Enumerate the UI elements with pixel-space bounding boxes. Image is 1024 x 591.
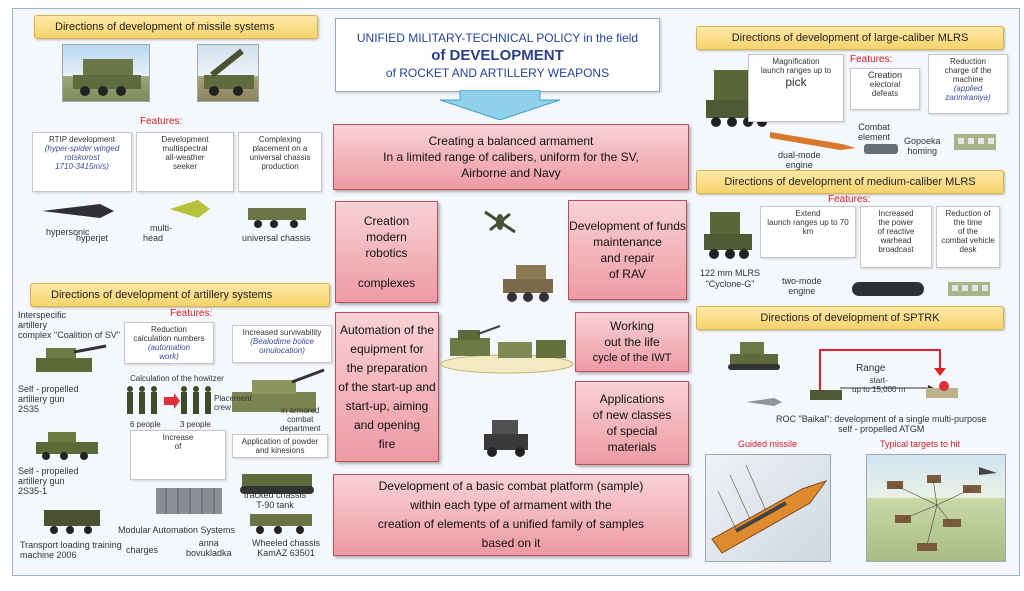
ammo-line: bovukladka (186, 548, 232, 558)
artillery-card-increase (130, 430, 226, 480)
ammo-label (186, 538, 232, 558)
hyperjet-label: hyperjet (76, 233, 109, 243)
sp-gun-line: Self - propelled (18, 466, 79, 476)
card-line: all-weather (165, 153, 205, 162)
card-line: Creation (867, 70, 903, 80)
head-label: head (143, 233, 164, 243)
placement-line: Placement (214, 394, 252, 403)
large-mlrs-section-title: Directions of development of large-caliber MLRS (696, 26, 1004, 50)
charges-label: charges (126, 545, 159, 555)
missile-features-label: Features: (140, 116, 183, 127)
life-cycle-line: cycle of the IWT (592, 352, 672, 364)
card-line: work) (159, 352, 179, 361)
atgm-missile-icon (744, 390, 784, 414)
gopoeka-label (904, 136, 941, 156)
artillery-card-powder (232, 434, 328, 458)
sp-gun-line: artillery gun (18, 476, 65, 486)
wheeled-line: KamAZ 63501 (257, 548, 315, 558)
roc-line: self - propelled ATGM (838, 424, 925, 434)
life-cycle-box (575, 312, 689, 372)
roc-baikal-label (776, 414, 987, 434)
medium-mlrs-features-label: Features: (828, 194, 871, 205)
typical-targets-label: Typical targets to hit (880, 439, 961, 449)
card-line: universal chassis (249, 153, 311, 162)
medium-rocket-icon (850, 276, 930, 302)
card-line: calculation numbers (133, 334, 205, 343)
artillery-features-label: Features: (170, 308, 213, 319)
card-line: Development (161, 135, 209, 144)
guided-missile-label: Guided missile (738, 439, 798, 449)
card-line: 1710-3415m/s) (55, 162, 109, 171)
platform-line: Development of a basic combat platform (sample) (378, 479, 644, 493)
title-line-3: of ROCKET AND ARTILLERY WEAPONS (385, 66, 610, 80)
engine-line: two-mode (782, 276, 822, 286)
card-line: multispectral (162, 144, 208, 153)
missile-card-chassis (238, 132, 322, 192)
card-line: rotskorost (64, 153, 100, 162)
card-line: charge of the (944, 66, 992, 75)
applications-line: Applications (599, 392, 665, 406)
funds-line: and repair (600, 251, 655, 265)
combat-line: Combat (858, 122, 890, 132)
card-line: defeats (871, 89, 899, 98)
medium-target-icon (944, 274, 994, 302)
platform-line: based on it (481, 536, 541, 550)
platform-line: within each type of armament with the (410, 498, 612, 512)
sp-gun-1-label (18, 384, 79, 414)
card-line: seeker (172, 162, 197, 171)
gopoeka-line: Gopoeka (904, 136, 941, 146)
card-line: Application of powder (241, 437, 319, 446)
tracked-line: tracked chassis (244, 490, 307, 500)
large-engine-label (778, 150, 821, 170)
typical-targets-image (866, 454, 1006, 562)
applications-line: of new classes (592, 408, 672, 422)
robot-vehicle-icon (478, 412, 534, 460)
targets-scene-icon (867, 455, 1007, 563)
modular-label: Modular Automation Systems (118, 525, 236, 535)
transport-loading-machine-icon (40, 500, 106, 536)
funds-box (568, 200, 687, 300)
balanced-line: Creating a balanced armament (428, 134, 594, 148)
placement-line: crew (214, 403, 231, 412)
platform-line: creation of elements of a unified family of samples (377, 517, 645, 531)
launcher-vehicle-icon (498, 255, 558, 305)
vehicle-group-icon (440, 322, 575, 374)
engine-line: engine (785, 160, 813, 170)
robotics-line: modern (366, 230, 407, 244)
card-line: Increase (162, 433, 194, 442)
title-line-2: of DEVELOPMENT (431, 47, 564, 64)
automation-line: equipment for (350, 341, 424, 356)
funds-line: of RAV (608, 267, 647, 281)
sp-gun-line: Self - propelled (18, 384, 79, 394)
sp-gun-2-icon (30, 426, 110, 462)
card-line: RTIP development (49, 135, 115, 144)
automation-line: start-up, aiming (345, 398, 429, 413)
applications-line: materials (607, 440, 657, 454)
card-line: production (261, 162, 299, 171)
card-line: of reactive (877, 227, 915, 236)
card-line: desk (959, 245, 977, 254)
large-mlrs-card-reduction (928, 54, 1008, 114)
large-mlrs-card-magnification (748, 54, 844, 122)
cyclone-g-launcher-icon (700, 204, 756, 262)
range-value-line: start- (869, 376, 888, 385)
multi-label: multi- (150, 223, 172, 233)
transport-line: machine 2006 (20, 550, 77, 560)
robotics-line: Creation (363, 214, 410, 228)
transport-line: Transport loading training (20, 540, 122, 550)
wheeled-chassis-label (252, 538, 320, 558)
missile-launcher-2-icon (198, 45, 260, 103)
funds-line: Development of funds (569, 219, 686, 233)
title-down-arrow-icon (440, 90, 560, 120)
sp-gun-2-label (18, 466, 79, 496)
department-line: combat (287, 415, 314, 424)
placement-crew-label (214, 394, 252, 412)
funds-line: maintenance (593, 235, 662, 249)
card-line: electoral (869, 80, 901, 89)
people-right-label: 3 people (180, 420, 211, 429)
card-line: placement on a (252, 144, 308, 153)
universal-chassis-label: universal chassis (242, 233, 311, 243)
medium-mlrs-section-title: Directions of development of medium-caliber MLRS (696, 170, 1004, 194)
large-mlrs-features-label: Features: (850, 54, 893, 65)
card-line: Reduction (949, 57, 987, 66)
card-line: Complexing (258, 135, 302, 144)
engine-line: engine (788, 286, 816, 296)
missile-section-title: Directions of development of missile systems (34, 15, 318, 39)
large-mlrs-card-creation (850, 68, 920, 110)
missile-card-rtip (32, 132, 132, 192)
transport-label (20, 540, 122, 560)
sptrk-section-title: Directions of development of SPTRK (696, 306, 1004, 330)
universal-chassis-icon (244, 200, 310, 230)
department-label (280, 406, 320, 433)
card-line: and kinesions (255, 446, 305, 455)
range-value-label (852, 376, 905, 394)
medium-mlrs-card-reduction (936, 206, 1000, 268)
guided-missile-cutaway (705, 454, 831, 562)
platform-box (333, 474, 689, 556)
combat-element-icon (862, 140, 900, 158)
card-line: of the (957, 227, 978, 236)
wheeled-line: Wheeled chassis (252, 538, 321, 548)
roc-line: ROC "Baikal": development of a single multi-purpose (776, 414, 987, 424)
hypersonic-missile-icon (40, 198, 116, 224)
robotics-line: robotics (365, 246, 408, 260)
card-line: (hyper-spider winged (44, 144, 120, 153)
engine-line: dual-mode (778, 150, 821, 160)
coalition-line: artillery (18, 320, 48, 330)
large-target-icon (950, 126, 1000, 156)
automation-box (335, 312, 439, 462)
card-line: Increased survivability (242, 328, 322, 337)
card-line: Extend (795, 209, 821, 218)
card-line: Magnification (772, 57, 820, 66)
automation-line: of the start-up and (338, 379, 436, 394)
mlrs-name-line: 122 mm MLRS (700, 268, 761, 278)
tracked-line: T-90 tank (256, 500, 294, 510)
card-line: launch ranges up to 70 km (767, 218, 849, 236)
ammo-rack-icon (150, 480, 230, 520)
missile-photo-1 (62, 44, 150, 102)
card-line: the time (953, 218, 983, 227)
card-line: (Bealodime bolice (250, 337, 314, 346)
card-line: of (174, 442, 182, 451)
card-line: combat vehicle (941, 236, 995, 245)
card-line: zarimkaniya) (945, 93, 991, 102)
department-line: department (280, 424, 321, 433)
card-line: warhead (880, 236, 912, 245)
robotics-line: complexes (357, 276, 416, 290)
balanced-line: In a limited range of calibers, uniform for the SV, (383, 150, 639, 164)
multi-head-warhead-icon (168, 196, 212, 222)
combat-element-label (858, 122, 890, 142)
artillery-card-survivability (232, 325, 332, 363)
automation-line: and opening (353, 417, 421, 432)
rocket-icon (768, 122, 858, 152)
department-line: in armored (281, 406, 320, 415)
missile-card-seeker (136, 132, 234, 192)
medium-mlrs-card-increased (860, 206, 932, 268)
card-line: broadcast (878, 245, 914, 254)
sptrk-vehicle-icon (726, 336, 782, 376)
artillery-card-reduction (124, 322, 214, 364)
artillery-section-title: Directions of development of artillery systems (30, 283, 330, 307)
hypersonic-label: hypersonic (46, 227, 90, 237)
range-label: Range (856, 363, 886, 374)
sp-gun-line: 2S35-1 (18, 486, 48, 496)
title-line-1: UNIFIED MILITARY-TECHNICAL POLICY in the field (356, 31, 639, 45)
card-line: launch ranges up to (760, 66, 832, 75)
tracked-chassis-label (244, 490, 306, 510)
sp-gun-1-icon (30, 340, 110, 380)
target-tank-icon (922, 378, 962, 402)
coalition-label (18, 310, 120, 340)
drone-icon (480, 202, 520, 242)
medium-mlrs-card-ranges (760, 206, 856, 258)
card-line: Reduction (150, 325, 188, 334)
coalition-line: Interspecific (18, 310, 67, 320)
wheeled-chassis-icon (246, 508, 318, 536)
automation-line: fire (378, 436, 396, 451)
card-line: Increased (878, 209, 914, 218)
combat-line: element (858, 132, 891, 142)
robotics-box (335, 201, 438, 303)
sptrk-small-vehicle-icon (806, 382, 846, 404)
main-title-box (335, 18, 660, 92)
sp-gun-line: artillery gun (18, 394, 65, 404)
applications-box (575, 381, 689, 465)
balanced-line: Airborne and Navy (461, 166, 561, 180)
sp-gun-line: 2S35 (18, 404, 40, 414)
gopoeka-line: homing (907, 146, 938, 156)
people-left-label: 6 people (130, 420, 161, 429)
crew-people-icon (122, 383, 214, 425)
automation-line: Automation of the (339, 322, 435, 337)
missile-photo-2 (197, 44, 259, 102)
range-value-line: up to 15,000 m (852, 385, 906, 394)
card-line: (automation (147, 343, 191, 352)
ammo-line: anna (198, 538, 219, 548)
medium-engine-label (782, 276, 822, 296)
card-line: machine (952, 75, 984, 84)
card-line: Reduction of (945, 209, 991, 218)
coalition-line: complex "Coalition of SV" (18, 330, 120, 340)
cyclone-g-label (700, 268, 760, 290)
balanced-armament-box (333, 124, 689, 190)
mlrs-name-line: "Cyclone-G" (705, 279, 755, 289)
life-cycle-line: Working (610, 319, 654, 333)
card-line: (applied (953, 84, 983, 93)
missile-launcher-icon (63, 45, 151, 103)
card-line: omulocation) (259, 346, 305, 355)
automation-line: the preparation (346, 360, 428, 375)
howitzer-calc-label: Calculation of the howitzer (130, 374, 224, 383)
applications-line: of special (606, 424, 658, 438)
missile-cutaway-icon (706, 455, 832, 563)
card-line: the power (878, 218, 914, 227)
life-cycle-line: out the life (604, 335, 660, 349)
card-line: pick (785, 75, 807, 89)
